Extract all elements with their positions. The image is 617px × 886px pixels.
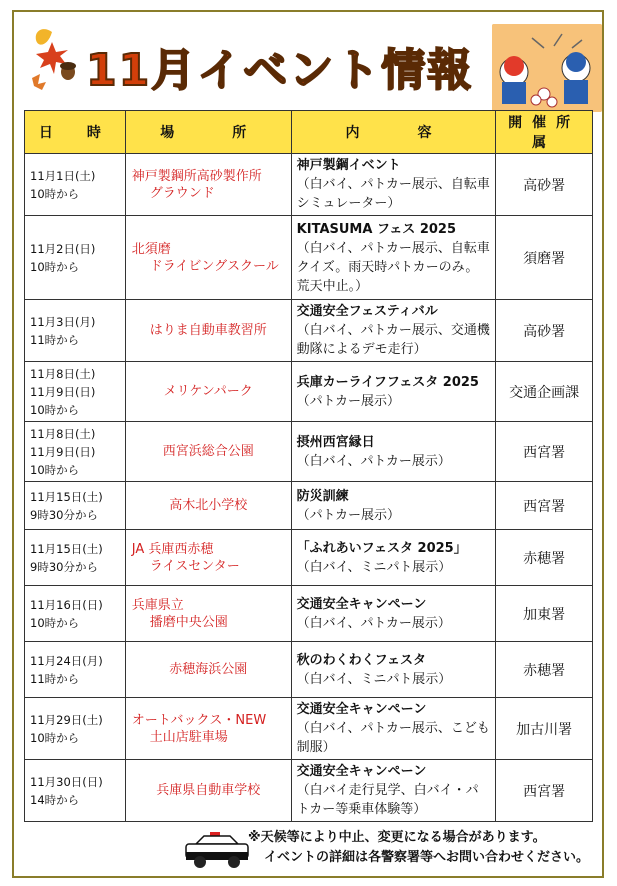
event-station-cell: 須磨署 <box>496 216 593 300</box>
table-row <box>25 530 593 586</box>
table-row <box>25 586 593 642</box>
footer-notes <box>248 828 589 868</box>
event-station-cell: 高砂署 <box>496 154 593 216</box>
event-place-cell <box>125 362 291 422</box>
event-station-cell: 西宮署 <box>496 760 593 822</box>
column-header-content: 内 容 <box>291 111 496 154</box>
event-date-line: 11月9日(日) <box>30 384 96 399</box>
event-detail: （パトカー展示） <box>296 507 401 523</box>
event-content-cell <box>291 216 496 300</box>
table-row <box>25 154 593 216</box>
event-title: KITASUMA フェス 2025 <box>296 221 457 237</box>
table-row <box>25 642 593 698</box>
table-body <box>25 154 593 822</box>
event-date-line: 10時から <box>30 259 80 274</box>
event-detail: （白バイ、パトカー展示） <box>296 615 451 631</box>
event-place-cell <box>125 216 291 300</box>
event-detail: （白バイ、ミニパト展示） <box>296 671 452 687</box>
event-station-cell: 加東署 <box>496 586 593 642</box>
table-row <box>25 482 593 530</box>
event-station-cell: 赤穂署 <box>496 530 593 586</box>
event-title: 兵庫カーライフフェスタ 2025 <box>296 374 479 390</box>
event-title: 秋のわくわくフェスタ <box>296 652 427 668</box>
event-content-cell <box>291 154 496 216</box>
event-station-cell: 西宮署 <box>496 422 593 482</box>
event-place-line: 赤穂海浜公園 <box>169 662 248 677</box>
event-place-cell <box>125 300 291 362</box>
event-station-cell: 西宮署 <box>496 482 593 530</box>
event-date-line: 11月15日(土) <box>30 541 103 556</box>
event-place-line: ライスセンター <box>149 558 240 574</box>
event-title: 「ふれあいフェスタ 2025」 <box>296 540 467 556</box>
event-place-cell <box>125 698 291 760</box>
event-date-cell <box>25 154 126 216</box>
event-content-cell <box>291 362 496 422</box>
event-place-line: 播磨中央公園 <box>149 614 228 630</box>
footer-note-1: ※天候等により中止、変更になる場合があります。 <box>248 830 546 845</box>
event-content-cell <box>291 300 496 362</box>
event-place-line: はりま自動車教習所 <box>149 323 267 338</box>
event-date-line: 10時から <box>30 186 80 201</box>
event-date-line: 10時から <box>30 462 80 477</box>
event-title: 摂州西宮縁日 <box>296 434 375 450</box>
event-place-cell <box>125 530 291 586</box>
event-place-line: 兵庫県自動車学校 <box>156 783 261 798</box>
event-place-line: ドライビングスクール <box>149 258 279 274</box>
event-date-line: 11月8日(土) <box>30 426 96 441</box>
event-content-cell <box>291 586 496 642</box>
event-date-line: 10時から <box>30 730 80 745</box>
event-place-line: 高木北小学校 <box>169 498 248 513</box>
event-date-line: 11月16日(日) <box>30 597 103 612</box>
event-date-line: 11時から <box>30 332 80 347</box>
event-date-line: 11月1日(土) <box>30 168 96 183</box>
event-place-line: 北須磨 <box>131 241 171 257</box>
event-place-cell <box>125 422 291 482</box>
event-station-cell: 高砂署 <box>496 300 593 362</box>
table-row <box>25 422 593 482</box>
event-detail: （白バイ、パトカー展示、こども制服） <box>296 721 490 755</box>
column-header-date: 日 時 <box>25 111 126 154</box>
event-station-cell: 赤穂署 <box>496 642 593 698</box>
event-date-cell <box>25 530 126 586</box>
event-place-cell <box>125 760 291 822</box>
event-station-cell: 交通企画課 <box>496 362 593 422</box>
mascot-icon <box>492 24 602 112</box>
event-date-line: 11月9日(日) <box>30 444 96 459</box>
column-header-place: 場 所 <box>125 111 291 154</box>
event-place-line: オートバックス・NEW <box>131 712 267 728</box>
event-date-line: 10時から <box>30 402 80 417</box>
event-date-line: 11月30日(日) <box>30 774 103 789</box>
event-place-line: 土山店駐車場 <box>149 729 228 745</box>
table-row <box>25 698 593 760</box>
footer-note-2: イベントの詳細は各警察署等へお問い合わせください。 <box>264 850 590 865</box>
event-date-cell <box>25 698 126 760</box>
event-detail: （白バイ走行見学、白バイ・パトカー等乗車体験等） <box>296 783 479 817</box>
police-car-icon <box>182 830 252 872</box>
event-table <box>24 110 593 822</box>
event-date-cell <box>25 642 126 698</box>
event-date-cell <box>25 422 126 482</box>
event-detail: （白バイ、パトカー展示） <box>296 453 451 469</box>
event-date-line: 11月3日(月) <box>30 314 96 329</box>
event-station-cell: 加古川署 <box>496 698 593 760</box>
event-title: 交通安全キャンペーン <box>296 596 427 612</box>
event-date-cell <box>25 216 126 300</box>
event-date-cell <box>25 300 126 362</box>
event-place-cell <box>125 586 291 642</box>
event-date-cell <box>25 482 126 530</box>
event-date-line: 14時から <box>30 792 80 807</box>
event-date-line: 11月29日(土) <box>30 712 103 727</box>
event-date-cell <box>25 362 126 422</box>
event-content-cell <box>291 698 496 760</box>
event-detail: （白バイ、パトカー展示、自転車クイズ。雨天時パトカーのみ。荒天中止。） <box>296 240 490 294</box>
event-date-cell <box>25 760 126 822</box>
event-detail: （白バイ、ミニパト展示） <box>296 559 452 575</box>
event-place-line: 兵庫県立 <box>131 597 184 613</box>
event-date-line: 10時から <box>30 615 80 630</box>
event-place-cell <box>125 642 291 698</box>
event-content-cell <box>291 530 496 586</box>
table-row <box>25 216 593 300</box>
event-place-line: グラウンド <box>149 185 215 201</box>
event-date-line: 9時30分から <box>30 507 98 522</box>
table-row <box>25 760 593 822</box>
event-detail: （白バイ、パトカー展示、交通機動隊によるデモ走行） <box>296 323 490 357</box>
header <box>14 12 602 108</box>
event-date-line: 11月15日(土) <box>30 489 103 504</box>
event-title: 交通安全キャンペーン <box>296 702 427 717</box>
table-row <box>25 362 593 422</box>
event-date-line: 11時から <box>30 671 80 686</box>
table-row <box>25 300 593 362</box>
event-content-cell <box>291 482 496 530</box>
event-content-cell <box>291 760 496 822</box>
table-header-row <box>25 111 593 154</box>
event-place-cell <box>125 154 291 216</box>
event-date-line: 11月8日(土) <box>30 366 96 381</box>
event-date-cell <box>25 586 126 642</box>
page-title: 11月イベント情報 <box>86 45 474 96</box>
mascot-illustration <box>492 24 602 112</box>
event-place-line: JA 兵庫西赤穂 <box>131 541 214 557</box>
event-title: 交通安全キャンペーン <box>296 764 427 779</box>
event-title: 交通安全フェスティバル <box>296 304 438 319</box>
event-place-cell <box>125 482 291 530</box>
event-detail: （パトカー展示） <box>296 393 401 409</box>
event-place-line: メリケンパーク <box>163 384 253 399</box>
event-title: 防災訓練 <box>296 488 349 504</box>
autumn-leaves-icon <box>24 24 84 94</box>
event-date-line: 11月24日(月) <box>30 653 103 668</box>
event-place-line: 神戸製鋼所高砂製作所 <box>131 168 262 184</box>
event-content-cell <box>291 642 496 698</box>
event-detail: （白バイ、パトカー展示、自転車シミュレーター） <box>296 177 490 211</box>
column-header-station: 開催所属 <box>496 111 593 154</box>
event-date-line: 11月2日(日) <box>30 241 96 256</box>
event-content-cell <box>291 422 496 482</box>
event-date-line: 9時30分から <box>30 559 98 574</box>
event-place-line: 西宮浜総合公園 <box>162 444 254 459</box>
event-title: 神戸製鋼イベント <box>296 158 401 173</box>
